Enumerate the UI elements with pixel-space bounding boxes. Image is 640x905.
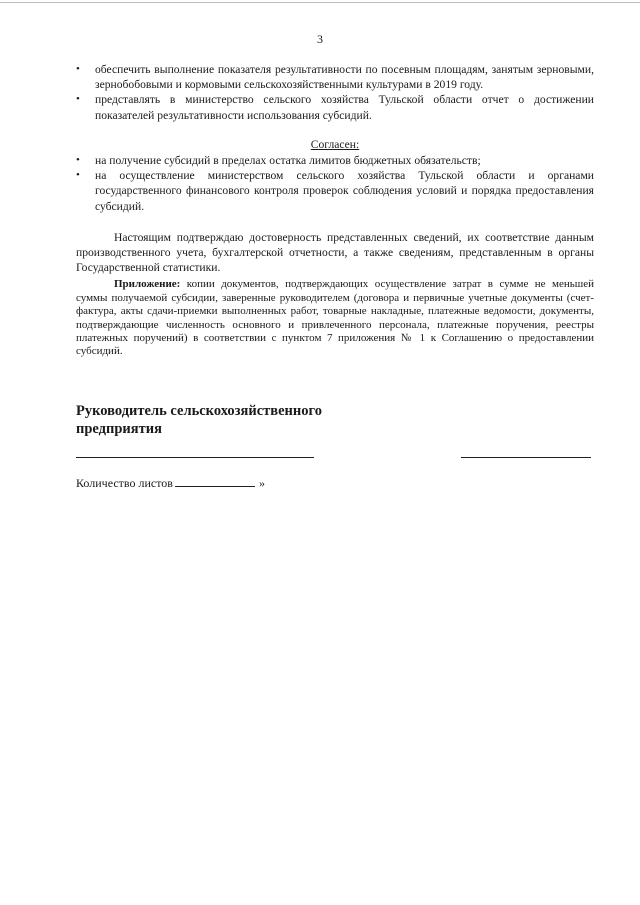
appendix-label: Приложение: — [114, 278, 181, 291]
obligations-list — [76, 62, 594, 123]
top-border-line — [0, 2, 640, 3]
signature-line-2: предприятия — [76, 421, 162, 437]
obligation-text: обеспечить выполнение показателя результативности по посевным площадям, занятым зерновыми, зернобобовыми и кормовыми сельскохозяйственными культурами в 2019 году. — [95, 63, 594, 92]
list-item — [76, 62, 594, 92]
signature-line-1: Руководитель сельскохозяйственного — [76, 403, 322, 419]
list-item — [76, 168, 594, 214]
sheets-count — [76, 476, 265, 491]
bullet-icon: • — [76, 63, 80, 75]
appendix-paragraph — [76, 278, 594, 358]
obligation-text: представлять в министерство сельского хозяйства Тульской области отчет о достижении показателей результативности использования субсидий. — [95, 93, 594, 122]
sheets-blank-field — [175, 476, 255, 487]
signature-title — [76, 402, 322, 438]
list-item — [76, 153, 594, 168]
agreed-list — [76, 153, 594, 214]
bullet-icon: • — [76, 169, 80, 182]
sheets-label: Количество листов — [76, 476, 173, 490]
bullet-icon: • — [76, 93, 80, 106]
sheets-suffix: » — [258, 476, 265, 490]
bullet-icon: • — [76, 154, 80, 167]
confirmation-paragraph: Настоящим подтверждаю достоверность представленных сведений, их соответствие данным производственного учета, бухгалтерской отчетности, а также сведениям, представленным в органы Государственной статистики. — [76, 230, 594, 275]
signature-name-line — [76, 457, 314, 458]
page-number: 3 — [317, 32, 323, 46]
document-body — [76, 62, 594, 359]
agreed-heading: Согласен: — [310, 137, 360, 151]
appendix-text: копии документов, подтверждающих осуществление затрат в сумме не меньшей суммы получаемой субсидии, заверенные руководителем (договора и первичные учетные документы (счет-фактура, акты сдачи-приемки выполненных работ, товарные накладные, платежные ведомости, документы, подтверждающие численность основного и привлеченного персонала, платежные поручения, реестры платежных поручений) в соответствии с пунктом 7 приложения № 1 к Соглашению о предоставлении субсидий. — [76, 278, 594, 358]
list-item — [76, 92, 594, 122]
signature-sign-line — [461, 457, 591, 458]
agreed-text: на осуществление министерством сельского хозяйства Тульской области и органами государственного финансового контроля проверок соблюдения условий и порядка предоставления субсидий. — [95, 169, 594, 213]
agreed-text: на получение субсидий в пределах остатка лимитов бюджетных обязательств; — [95, 154, 481, 168]
